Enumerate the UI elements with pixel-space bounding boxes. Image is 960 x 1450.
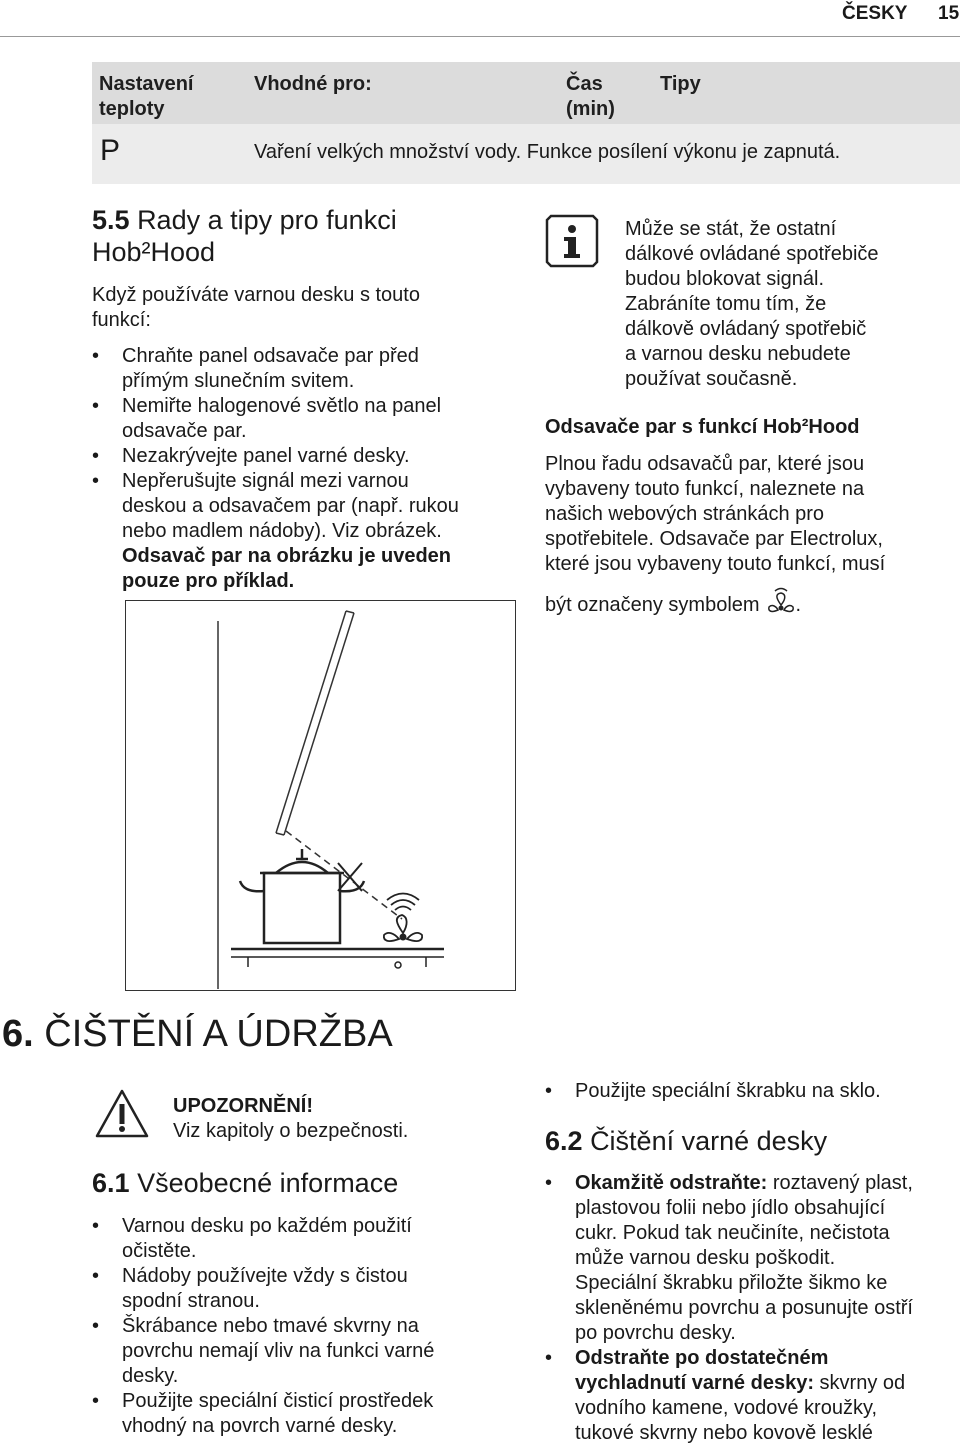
warning-body: Viz kapitoly o bezpečnosti.	[173, 1120, 409, 1142]
warning-icon	[94, 1088, 150, 1140]
th-suitable: Vhodné pro:	[254, 73, 372, 95]
hob2hood-fan-icon	[766, 586, 796, 618]
warning-title: UPOZORNĚNÍ!	[173, 1095, 313, 1117]
section-5-5-bullets	[92, 344, 512, 594]
th-tips: Tipy	[660, 73, 701, 95]
hoods-heading: Odsavače par s funkcí Hob²Hood	[545, 416, 860, 438]
row-setting: P	[100, 134, 121, 167]
chapter-number: 6.	[2, 1013, 34, 1055]
hob2hood-fan-icon	[384, 894, 422, 942]
list-item: • Nádoby používejte vždy s čistou spodní stranou.	[92, 1265, 408, 1312]
section-6-2-bullets	[545, 1171, 957, 1446]
header-divider	[0, 36, 960, 37]
info-icon	[545, 214, 599, 268]
list-item: • Nepřerušujte signál mezi varnou deskou a odsavačem par (např. rukou nebo madlem nádoby). Viz obrázek. Odsavač par na obrázku je uveden pouze pro příklad.	[92, 469, 512, 594]
list-item: • Nemiřte halogenové světlo na panel odsavače par.	[92, 395, 442, 442]
list-item: • Odstraňte po dostatečném vychladnutí varné desky: skvrny od vodního kamene, vodové kroužky, tukové skvrny nebo kovově lesklé	[545, 1347, 906, 1444]
page-number: 15	[938, 3, 960, 24]
list-item: • Chraňte panel odsavače par před přímým slunečním svitem.	[92, 345, 419, 392]
hoods-symbol-line: být označeny symbolem .	[545, 586, 955, 618]
section-6-1-bullets	[92, 1214, 512, 1439]
hob2hood-illustration	[125, 600, 516, 991]
list-item: • Okamžitě odstraňte: roztavený plast, plastovou folii nebo jídlo obsahující cukr. Pokud tak neučiníte, nečistota může varnou desku poškodit. Speciální škrabku přiložte šikmo ke skleněnému povrchu a posunujte ostří po povrchu desky.	[545, 1172, 913, 1344]
list-item: • Použijte speciální škrabku na sklo.	[545, 1080, 881, 1102]
header-language: ČESKY	[842, 3, 908, 24]
intro-line1: Když používáte varnou desku s touto	[92, 284, 420, 306]
chapter-6-title	[2, 1012, 393, 1056]
th-time	[566, 72, 615, 122]
heat-settings-table	[92, 62, 960, 184]
section-5-5-title	[92, 204, 397, 268]
hoods-text: Plnou řadu odsavačů par, které jsou vybaveny touto funkcí, naleznete na našich webových stránkách pro spotřebitele. Odsavače par Electrolux, které jsou vybaveny touto funkcí, musí být označeny symbolem .	[545, 452, 955, 618]
scraper-bullet	[545, 1079, 955, 1104]
section-6-2-title: 6.2 Čištění varné desky	[545, 1126, 828, 1156]
section-number: 5.5	[92, 205, 130, 235]
th-temperature-line2: teploty	[99, 98, 165, 120]
th-time-line2: (min)	[566, 98, 615, 120]
list-item: • Škrábance nebo tmavé skvrny na povrchu nemají vliv na funkci varné desky.	[92, 1315, 435, 1387]
example-note-line2: pouze pro příklad.	[122, 570, 295, 592]
info-text: Může se stát, že ostatní dálkové ovládané spotřebiče budou blokovat signál. Zabráníte tomu tím, že dálkově ovládaný spotřebič a varnou desku nebudete používat současně.	[625, 218, 879, 390]
intro-line2: funkcí:	[92, 309, 151, 331]
list-item: • Varnou desku po každém použití očistěte.	[92, 1215, 412, 1262]
illustration-drawing	[126, 601, 514, 989]
list-item: • Použijte speciální čisticí prostředek vhodný na povrch varné desky.	[92, 1390, 434, 1437]
chapter-title-text: ČIŠTĚNÍ A ÚDRŽBA	[44, 1013, 393, 1055]
example-note-line1: Odsavač par na obrázku je uveden	[122, 545, 452, 567]
warning-text	[173, 1094, 408, 1144]
section-5-5-intro	[92, 283, 420, 333]
list-item: • Nezakrývejte panel varné desky.	[92, 445, 410, 467]
table-header	[92, 62, 960, 124]
th-time-line1: Čas	[566, 73, 603, 95]
th-temperature-line1: Nastavení	[99, 73, 194, 95]
section-title-line2: Hob²Hood	[92, 237, 216, 267]
row-description: Vaření velkých množství vody. Funkce posílení výkonu je zapnutá.	[254, 141, 841, 163]
section-6-1-title: 6.1 Všeobecné informace	[92, 1168, 399, 1198]
section-title-line1: Rady a tipy pro funkci	[137, 205, 397, 235]
th-temperature	[99, 72, 194, 122]
